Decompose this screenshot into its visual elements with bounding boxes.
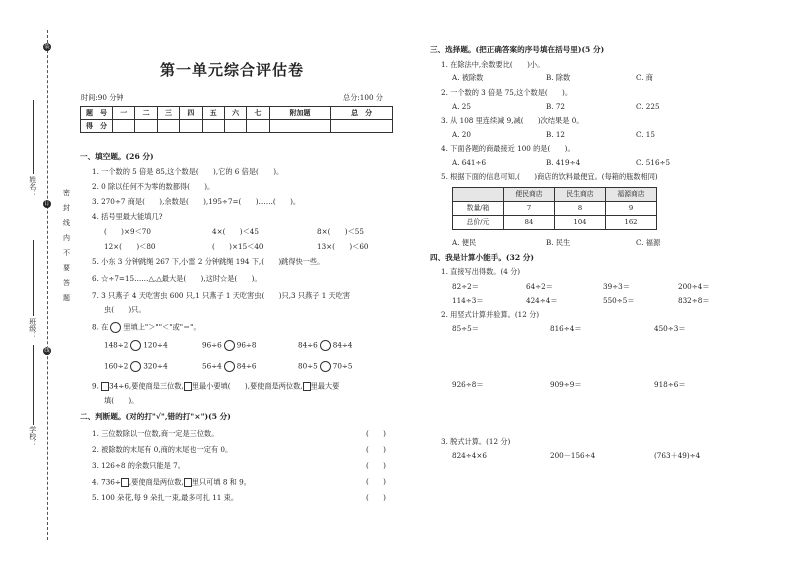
- choice-q4-c[interactable]: C. 516÷5: [636, 158, 671, 167]
- choice-q5-c[interactable]: C. 福源: [636, 238, 661, 247]
- calc-part2: 2. 用竖式计算并验算。(12 分): [441, 310, 540, 319]
- score-table: [80, 106, 393, 133]
- choice-q3-b[interactable]: B. 12: [546, 130, 565, 139]
- oral-calc: 832÷8＝: [678, 296, 710, 305]
- judge-answer[interactable]: ( ): [366, 477, 386, 486]
- fill-q1: 1. 一个数的 5 倍是 85,这个数是( ),它的 6 倍是( )。: [92, 167, 284, 176]
- choice-q1-b[interactable]: B. 除数: [546, 73, 571, 82]
- fill-q7-cont: 虫( )只。: [104, 305, 146, 314]
- score-cell[interactable]: [113, 120, 135, 133]
- digit-box: [184, 478, 192, 487]
- vertical-calc: 816÷4＝: [550, 324, 582, 333]
- choice-q5-b[interactable]: B. 民生: [546, 238, 571, 247]
- score-header-cell: 一: [113, 107, 135, 120]
- choice-q1: 1. 在除法中,余数要比( )小。: [441, 60, 545, 69]
- bind-dot: 订: [44, 201, 50, 207]
- choice-q4-b[interactable]: B. 419÷4: [546, 158, 581, 167]
- section-4-heading: 四、我是计算小能手。(32 分): [430, 253, 534, 262]
- seal-char: 线: [63, 219, 70, 227]
- page-title: 第一单元综合评估卷: [160, 61, 305, 79]
- compare-r2c: 80÷5 70÷5: [298, 361, 353, 371]
- seal-char: 要: [63, 264, 70, 272]
- vertical-calc: 85÷5＝: [452, 324, 479, 333]
- fill-q5: 5. 小东 3 分钟跳绳 267 下,小雷 2 分钟跳绳 194 下,( )跳得快一些。: [92, 257, 325, 266]
- fill-q9: 9. 34÷6,要使商是三位数, 里最小要填( ),要使商是两位数, 里最大要: [92, 381, 340, 391]
- section-3-heading: 三、选择题。(把正确答案的序号填在括号里)(5 分): [430, 45, 605, 54]
- time-limit: 时间:90 分钟: [81, 93, 124, 102]
- score-header-cell: 附加题: [269, 107, 331, 120]
- choice-q4: 4. 下面各题的商最接近 100 的是( )。: [441, 144, 575, 153]
- judge-answer[interactable]: ( ): [366, 445, 386, 454]
- compare-r1b: 96÷6 96÷8: [202, 340, 257, 350]
- digit-box[interactable]: [101, 382, 109, 391]
- name-label: 姓名：: [28, 176, 37, 197]
- oral-calc: 82÷2＝: [452, 282, 479, 291]
- step-calc: (763＋49)÷4: [654, 451, 701, 460]
- fill-q4: 4. 括号里最大能填几?: [92, 212, 163, 221]
- judge-2: 2. 被除数的末尾有 0,商的末尾也一定有 0。: [92, 445, 233, 454]
- score-header-cell: 四: [180, 107, 202, 120]
- fill-q4-r2b: ( )×15＜40: [212, 242, 264, 251]
- calc-part1: 1. 直接写出得数。(4 分): [441, 267, 521, 276]
- choice-q5: 5. 根据下面的信息可知,( )商店的饮料最便宜。(每箱的瓶数相同): [441, 172, 658, 181]
- class-field[interactable]: [33, 240, 34, 316]
- judge-answer[interactable]: ( ): [366, 493, 386, 502]
- compare-circle[interactable]: [320, 361, 331, 372]
- score-cell[interactable]: [269, 120, 331, 133]
- score-header-cell: 二: [135, 107, 157, 120]
- score-cell[interactable]: [202, 120, 224, 133]
- score-header-cell: 七: [247, 107, 269, 120]
- oral-calc: 550÷5＝: [603, 296, 635, 305]
- step-calc: 200－156÷4: [550, 451, 596, 460]
- score-header-cell: 总 分: [331, 107, 393, 120]
- choice-q4-a[interactable]: A. 641÷6: [452, 158, 487, 167]
- cut-line: [47, 30, 48, 540]
- fill-q9-cont: 填( )。: [104, 396, 139, 405]
- vertical-calc: 909÷9＝: [550, 380, 582, 389]
- binding-margin: [0, 0, 75, 562]
- step-calc: 824÷4×6: [452, 451, 487, 460]
- fill-q3: 3. 270÷7 商是( ),余数是( ),195÷7=( )……( )。: [92, 197, 301, 206]
- fill-q8: [92, 322, 201, 333]
- oral-calc: 64÷2＝: [526, 282, 553, 291]
- oral-calc: 200÷4＝: [678, 282, 710, 291]
- judge-answer[interactable]: ( ): [366, 461, 386, 470]
- class-label: 班级：: [28, 318, 37, 339]
- fill-q8-lead: 8. 在: [92, 322, 109, 332]
- score-cell[interactable]: [247, 120, 269, 133]
- choice-q1-a[interactable]: A. 被除数: [452, 73, 484, 82]
- choice-q3-a[interactable]: A. 20: [452, 130, 471, 139]
- judge-1: 1. 三位数除以一位数,商一定是三位数。: [92, 429, 219, 438]
- score-header-cell: 三: [157, 107, 179, 120]
- oral-calc: 114÷3＝: [452, 296, 484, 305]
- calc-part3: 3. 脱式计算。(12 分): [441, 437, 511, 446]
- seal-char: 题: [63, 294, 70, 302]
- score-cell[interactable]: [135, 120, 157, 133]
- seal-char: 答: [63, 279, 70, 287]
- seal-char: 内: [63, 234, 70, 242]
- seal-char: 密: [63, 189, 70, 197]
- choice-q2: 2. 一个数的 3 倍是 75,这个数是( )。: [441, 88, 573, 97]
- choice-q3: 3. 从 108 里连续减 9,减( )次结果是 0。: [441, 116, 584, 125]
- compare-r1c: 84÷6 84÷4: [298, 340, 353, 350]
- bind-dot: 装: [44, 44, 50, 50]
- bind-dot: 线: [44, 348, 50, 354]
- compare-r1a: 148÷2 120÷4: [104, 340, 168, 350]
- judge-3: 3. 126÷8 的余数只能是 7。: [92, 461, 185, 470]
- choice-q1-c[interactable]: C. 商: [636, 73, 653, 82]
- section-1-heading: 一、填空题。(26 分): [80, 152, 154, 161]
- digit-box: [121, 478, 129, 487]
- fill-q4-r1c: 8×( )＜55: [317, 227, 364, 236]
- compare-circle: [110, 322, 121, 333]
- vertical-calc: 450÷3＝: [654, 324, 686, 333]
- judge-answer[interactable]: ( ): [366, 429, 386, 438]
- score-header-cell: 题 号: [81, 107, 113, 120]
- score-cell[interactable]: [157, 120, 179, 133]
- seal-char: 封: [63, 204, 70, 212]
- score-cell[interactable]: [331, 120, 393, 133]
- compare-circle[interactable]: [224, 361, 235, 372]
- score-cell[interactable]: [180, 120, 202, 133]
- choice-q2-c[interactable]: C. 225: [636, 102, 660, 111]
- compare-r2a: 160÷2 320÷4: [104, 361, 168, 371]
- vertical-calc: 926÷8＝: [452, 380, 484, 389]
- choice-q2-a[interactable]: A. 25: [452, 102, 471, 111]
- choice-q3-c[interactable]: C. 15: [636, 130, 655, 139]
- score-label: 得 分: [81, 120, 113, 133]
- judge-4: 4. 736÷ ,要使商是两位数, 里只可填 8 和 9。: [92, 477, 251, 487]
- fill-q2: 2. 0 除以任何不为零的数都得( )。: [92, 182, 215, 191]
- vertical-calc: 918÷6＝: [654, 380, 686, 389]
- score-header-cell: 五: [202, 107, 224, 120]
- choice-q2-b[interactable]: B. 72: [546, 102, 565, 111]
- fill-q8-instr: 里填上"＞""＜"或"＝"。: [123, 322, 201, 332]
- school-field[interactable]: [33, 345, 34, 425]
- judge-5: 5. 100 朵花,每 9 朵扎一束,最多可扎 11 束。: [92, 493, 239, 502]
- fill-q4-r2c: 13×( )＜60: [317, 242, 369, 251]
- compare-circle[interactable]: [224, 340, 235, 351]
- total-score: 总分:100 分: [343, 93, 383, 102]
- compare-circle[interactable]: [130, 361, 141, 372]
- compare-r2b: 56÷4 84÷6: [202, 361, 257, 371]
- score-header-cell: 六: [224, 107, 246, 120]
- score-cell[interactable]: [224, 120, 246, 133]
- digit-box: [303, 382, 311, 391]
- shop-price-table: 便民商店 民生商店 福源商店 数量/箱 7 8 9 总价/元 84 104 162: [452, 187, 657, 230]
- name-field[interactable]: [33, 100, 34, 174]
- fill-q4-r1a: ( )×9＜70: [104, 227, 151, 236]
- oral-calc: 424÷4＝: [526, 296, 558, 305]
- choice-q5-a[interactable]: A. 便民: [452, 238, 477, 247]
- compare-circle[interactable]: [320, 340, 331, 351]
- fill-q6: 6. ☆÷7=15……△,△最大是( ),这时☆是( )。: [92, 274, 262, 283]
- section-2-heading: 二、判断题。(对的打"√",错的打"×")(5 分): [80, 412, 231, 421]
- fill-q4-r2a: 12×( )＜80: [104, 242, 156, 251]
- fill-q4-r1b: 4×( )＜45: [212, 227, 259, 236]
- fill-q7: 7. 3 只燕子 4 天吃害虫 600 只,1 只燕子 1 天吃害虫( )只,3 只燕子 1 天吃害: [92, 291, 351, 300]
- school-label: 学校：: [28, 426, 37, 447]
- oral-calc: 39÷3＝: [603, 282, 630, 291]
- digit-box: [184, 382, 192, 391]
- compare-circle[interactable]: [130, 340, 141, 351]
- seal-char: 不: [63, 249, 70, 257]
